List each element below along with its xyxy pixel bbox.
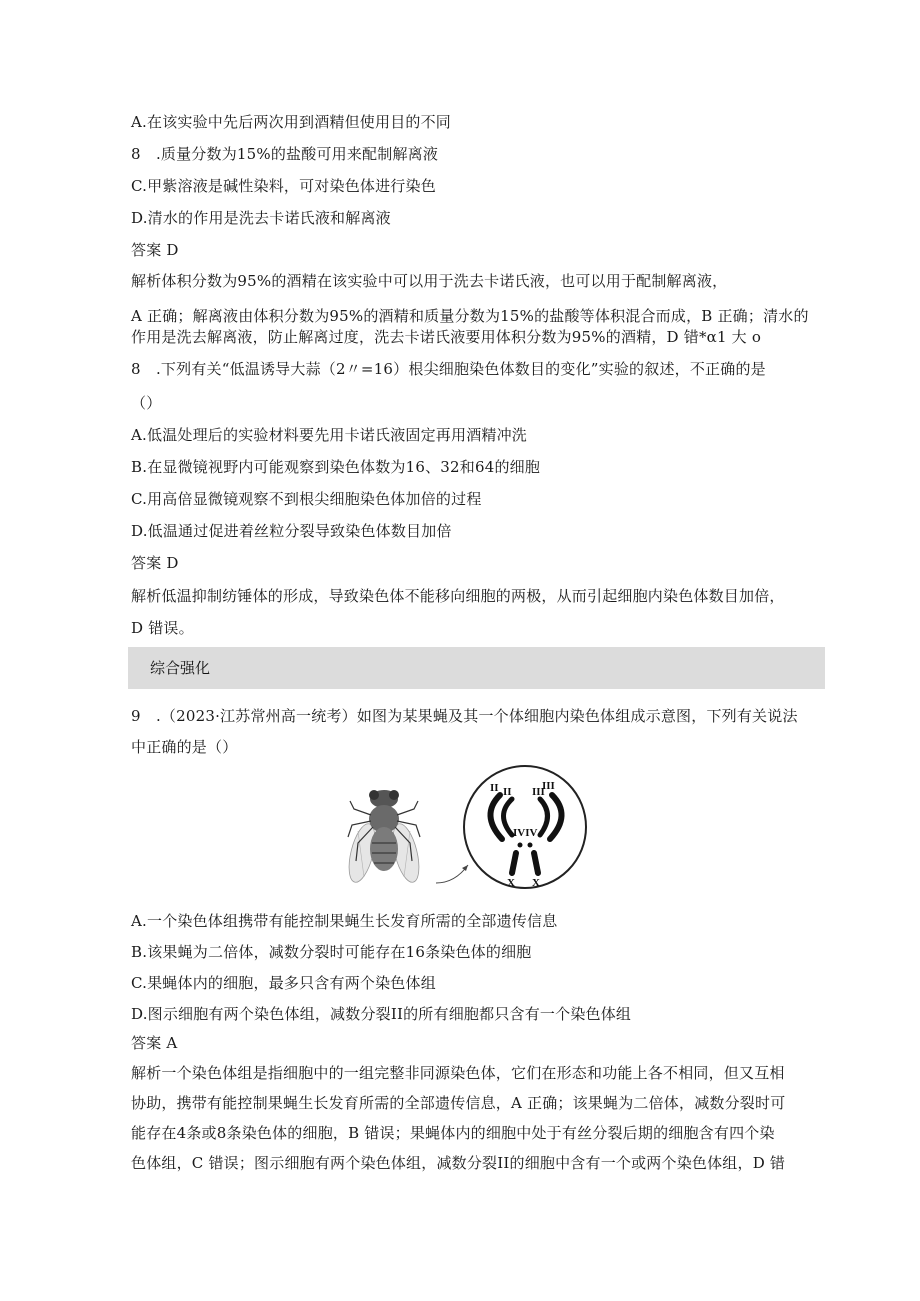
label-x-b: X bbox=[532, 877, 540, 889]
q7-option-b: 8 .质量分数为15%的盐酸可用来配制解离液 bbox=[131, 145, 439, 163]
q9-stem-paren: 中正确的是（） bbox=[131, 738, 238, 756]
q8-analysis-line: D 错误。 bbox=[131, 619, 194, 637]
q7-option-c: C.甲紫溶液是碱性染料，可对染色体进行染色 bbox=[131, 177, 436, 195]
q8-option-a: A.低温处理后的实验材料要先用卡诺氏液固定再用酒精冲洗 bbox=[131, 426, 528, 444]
section-title: 综合强化 bbox=[150, 659, 211, 677]
q7-analysis-line: A 正确；解离液由体积分数为95%的酒精和质量分数为15%的盐酸等体积混合而成，B 正确；清水的 bbox=[131, 307, 809, 325]
q8-stem-paren: （） bbox=[131, 394, 162, 412]
figure-svg bbox=[340, 765, 590, 895]
q9-option-a: A.一个染色体组携带有能控制果蝇生长发育所需的全部遗传信息 bbox=[131, 912, 558, 930]
label-ii-a: II bbox=[490, 782, 499, 794]
label-x-a: X bbox=[507, 877, 515, 889]
label-iii-b: III bbox=[542, 780, 555, 792]
q7-option-d: D.清水的作用是洗去卡诺氏液和解离液 bbox=[131, 209, 391, 227]
q9-option-c: C.果蝇体内的细胞，最多只含有两个染色体组 bbox=[131, 974, 436, 992]
q9-option-d: D.图示细胞有两个染色体组，减数分裂II的所有细胞都只含有一个染色体组 bbox=[131, 1005, 632, 1023]
q9-analysis-line: 解析一个染色体组是指细胞中的一组完整非同源染色体，它们在形态和功能上各不相同，但又互相 bbox=[131, 1064, 785, 1082]
q9-analysis-line: 协助，携带有能控制果蝇生长发育所需的全部遗传信息，A 正确；该果蝇为二倍体，减数分裂时可 bbox=[131, 1094, 786, 1112]
q9-option-b: B.该果蝇为二倍体，减数分裂时可能存在16条染色体的细胞 bbox=[131, 943, 532, 961]
label-iii-a: III bbox=[532, 786, 545, 798]
chromosome-x-a bbox=[512, 853, 516, 873]
q9-answer: 答案 A bbox=[131, 1034, 178, 1052]
q7-answer: 答案 D bbox=[131, 241, 179, 259]
q9-stem: 9 .（2023·江苏常州高一统考）如图为某果蝇及其一个体细胞内染色体组成示意图，下列有关说法 bbox=[131, 707, 798, 725]
q9-analysis-line: 色体组，C 错误；图示细胞有两个染色体组，减数分裂II的细胞中含有一个或两个染色体组，D 错 bbox=[131, 1154, 786, 1172]
q8-analysis-line: 解析低温抑制纺锤体的形成，导致染色体不能移向细胞的两极，从而引起细胞内染色体数目加倍， bbox=[131, 587, 785, 605]
label-ii-b: II bbox=[503, 786, 512, 798]
arrow-head-icon bbox=[462, 865, 468, 871]
q7-analysis-line: 作用是洗去解离液，防止解离过度，洗去卡诺氏液要用体积分数为95%的酒精，D 错*α1 大 o bbox=[131, 328, 762, 346]
q7-option-a: A.在该实验中先后两次用到酒精但使用目的不同 bbox=[131, 113, 452, 131]
q8-option-d: D.低温通过促进着丝粒分裂导致染色体数目加倍 bbox=[131, 522, 452, 540]
section-banner bbox=[128, 647, 825, 689]
fruit-fly-illustration bbox=[344, 790, 424, 885]
q8-stem: 8 .下列有关“低温诱导大蒜（2〃=16）根尖细胞染色体数目的变化”实验的叙述，不正确的是 bbox=[131, 360, 766, 378]
chromosome-iv-b bbox=[528, 843, 533, 848]
chromosome-iv-a bbox=[518, 843, 523, 848]
fruit-fly-chromosome-figure bbox=[340, 765, 590, 895]
label-iv: IVIV bbox=[513, 827, 538, 839]
chromosome-x-b bbox=[534, 853, 538, 873]
q8-answer: 答案 D bbox=[131, 554, 179, 572]
q8-option-b: B.在显微镜视野内可能观察到染色体数为16、32和64的细胞 bbox=[131, 458, 541, 476]
q8-option-c: C.用高倍显微镜观察不到根尖细胞染色体加倍的过程 bbox=[131, 490, 482, 508]
q7-analysis-line: 解析体积分数为95%的酒精在该实验中可以用于洗去卡诺氏液，也可以用于配制解离液， bbox=[131, 272, 728, 290]
q9-analysis-line: 能存在4条或8条染色体的细胞，B 错误；果蝇体内的细胞中处于有丝分裂后期的细胞含有四个染 bbox=[131, 1124, 775, 1142]
